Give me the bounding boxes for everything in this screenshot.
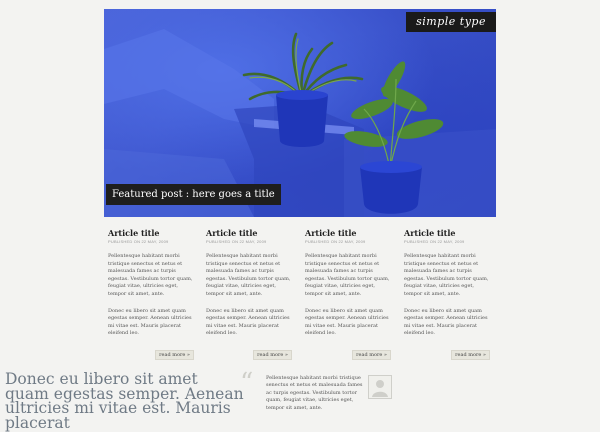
article-card <box>206 228 292 358</box>
article-card <box>305 228 391 358</box>
article-excerpt: Donec eu libero sit amet quam egestas semper. Aenean ultricies mi vitae est. Mauris placerat eleifend leo. <box>206 307 290 337</box>
article-date: PUBLISHED ON 22 MAY, 2009 <box>404 239 465 244</box>
article-excerpt: Pellentesque habitant morbi tristique senectus et netus et malesuada fames ac turpis egestas. Vestibulum tortor quam, feugiat vitae, ultricies eget, tempor sit amet, ante. <box>305 253 390 297</box>
pull-quote-text: Donec eu libero sit amet quam egestas semper. Aenean ultricies mi vitae est. Mauris placerat <box>5 370 244 432</box>
article-excerpt: Pellentesque habitant morbi tristique senectus et netus et malesuada fames ac turpis egestas. Vestibulum tortor quam, feugiat vitae, ultricies eget, tempor sit amet, ante. <box>108 253 193 297</box>
article-date: PUBLISHED ON 22 MAY, 2009 <box>108 239 169 244</box>
read-more-button[interactable]: read more » <box>253 350 292 360</box>
article-excerpt: Pellentesque habitant morbi tristique senectus et netus et malesuada fames ac turpis egestas. Vestibulum tortor quam, feugiat vitae, ultricies eget, tempor sit amet, ante. <box>206 253 291 297</box>
quote-icon: “ <box>240 368 254 398</box>
article-excerpt: Pellentesque habitant morbi tristique senectus et netus et malesuada fames ac turpis egestas. Vestibulum tortor quam, feugiat vitae, ultricies eget, tempor sit amet, ante. <box>404 253 489 297</box>
article-date: PUBLISHED ON 22 MAY, 2009 <box>206 239 267 244</box>
read-more-button[interactable]: read more » <box>451 350 490 360</box>
article-card <box>404 228 490 358</box>
article-title[interactable]: Article title <box>404 228 456 238</box>
article-columns <box>104 228 496 368</box>
article-excerpt: Donec eu libero sit amet quam egestas semper. Aenean ultricies mi vitae est. Mauris placerat eleifend leo. <box>404 307 488 337</box>
user-icon <box>369 376 391 398</box>
article-excerpt: Donec eu libero sit amet quam egestas semper. Aenean ultricies mi vitae est. Mauris placerat eleifend leo. <box>108 307 192 337</box>
article-title[interactable]: Article title <box>206 228 258 238</box>
article-title[interactable]: Article title <box>305 228 357 238</box>
article-excerpt: Donec eu libero sit amet quam egestas semper. Aenean ultricies mi vitae est. Mauris placerat eleifend leo. <box>305 307 389 337</box>
article-card <box>108 228 194 358</box>
avatar <box>368 375 392 399</box>
read-more-button[interactable]: read more » <box>352 350 391 360</box>
featured-hero[interactable] <box>104 9 496 217</box>
read-more-button[interactable]: read more » <box>155 350 194 360</box>
featured-caption[interactable]: Featured post : here goes a title <box>106 184 281 205</box>
testimonial-text: Pellentesque habitant morbi tristique senectus et netus et malesuada fames ac turpis egestas. Vestibulum tortor quam, feugiat vitae, ultricies eget, tempor sit amet, ante. <box>266 375 363 411</box>
article-title[interactable]: Article title <box>108 228 160 238</box>
article-date: PUBLISHED ON 22 MAY, 2009 <box>305 239 366 244</box>
brand-logo[interactable]: simple type <box>406 12 496 32</box>
